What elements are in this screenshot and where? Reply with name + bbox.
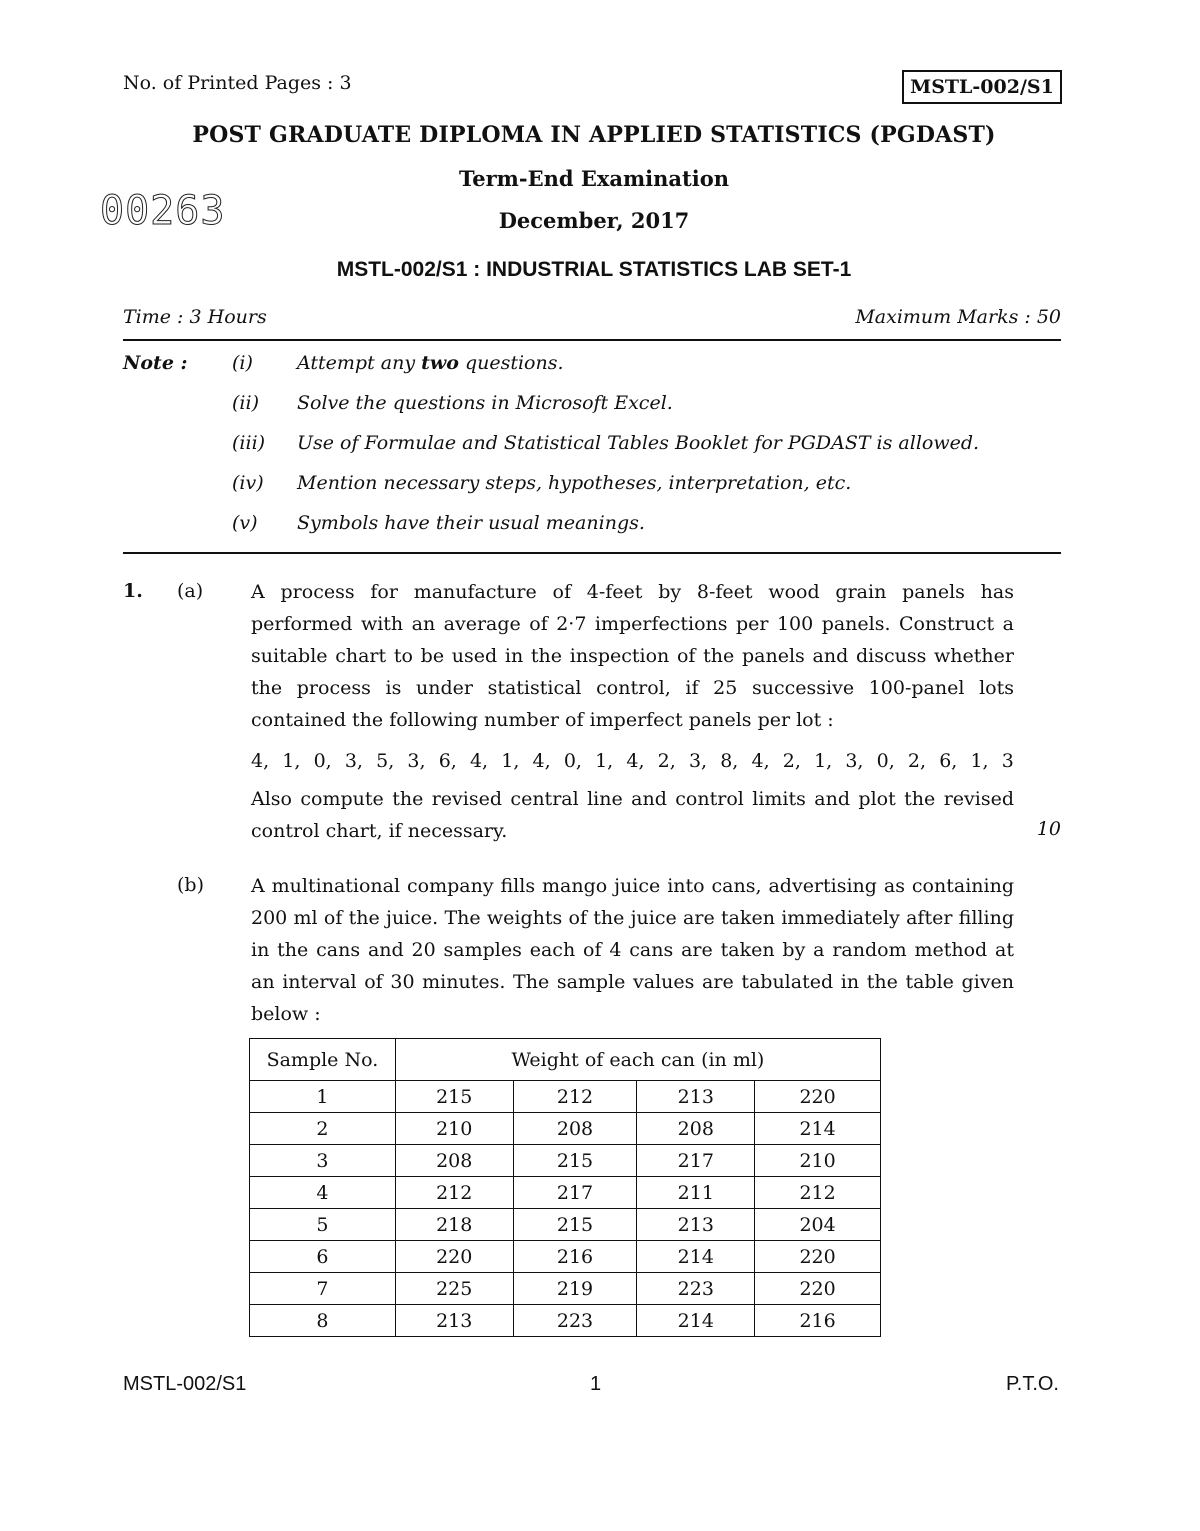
series-value: 4,	[626, 750, 645, 772]
note-item: Solve the questions in Microsoft Excel.	[297, 392, 673, 414]
weight-cell: 217	[637, 1145, 755, 1177]
series-value: 2,	[907, 750, 927, 772]
sample-weights-table	[249, 1038, 881, 1337]
series-value: 4,	[251, 750, 270, 772]
weight-cell: 212	[513, 1081, 637, 1113]
maximum-marks: Maximum Marks : 50	[855, 306, 1061, 328]
header-sample-no: Sample No.	[250, 1039, 396, 1081]
series-value: 1,	[595, 750, 614, 772]
note-number: (i)	[232, 352, 253, 374]
series-value: 0,	[563, 750, 582, 772]
series-value: 0,	[876, 750, 895, 772]
note-label: Note :	[123, 352, 188, 374]
weight-cell: 208	[395, 1145, 513, 1177]
weight-cell: 210	[395, 1113, 513, 1145]
series-value: 1,	[814, 750, 833, 772]
table-row	[250, 1305, 881, 1337]
note-emphasis: two	[421, 352, 459, 374]
series-value: 6,	[939, 750, 958, 772]
exam-date: December, 2017	[498, 208, 690, 233]
note-item: Symbols have their usual meanings.	[297, 512, 645, 534]
weight-cell: 204	[755, 1209, 881, 1241]
weight-cell: 210	[755, 1145, 881, 1177]
time-allowed: Time : 3 Hours	[123, 306, 267, 328]
series-value: 1,	[282, 750, 301, 772]
weight-cell: 223	[513, 1305, 637, 1337]
weight-cell: 218	[395, 1209, 513, 1241]
weight-cell: 219	[513, 1273, 637, 1305]
note-number: (iv)	[232, 472, 264, 494]
table-row	[250, 1273, 881, 1305]
weight-cell: 215	[513, 1145, 637, 1177]
series-value: 3,	[688, 750, 708, 772]
table-row	[250, 1081, 881, 1113]
divider-top	[123, 339, 1061, 341]
part-b-text: A multinational company fills mango juice into cans, advertising as containing 200 ml of the juice. The weights of the juice are taken immediately after filling in the cans and 20 samples each of 4 cans are taken by a random method at an interval of 30 minutes. The sample values are tabulated in the table given below :	[251, 875, 1014, 1025]
exam-name: Term-End Examination	[458, 166, 729, 191]
sample-number-cell: 1	[250, 1081, 396, 1113]
series-value: 6,	[438, 750, 457, 772]
series-value: 3,	[845, 750, 864, 772]
sample-number-cell: 5	[250, 1209, 396, 1241]
note-number: (ii)	[232, 392, 259, 414]
note-number: (iii)	[232, 432, 266, 454]
weight-cell: 216	[513, 1241, 637, 1273]
paper-code-box: MSTL-002/S1	[902, 70, 1062, 104]
weight-cell: 217	[513, 1177, 637, 1209]
sample-number-cell: 4	[250, 1177, 396, 1209]
weight-cell: 220	[755, 1273, 881, 1305]
weight-cell: 214	[755, 1113, 881, 1145]
series-value: 4,	[469, 750, 489, 772]
page-title: POST GRADUATE DIPLOMA IN APPLIED STATISTICS (PGDAST)	[192, 122, 996, 148]
series-value: 3	[1001, 750, 1014, 772]
note-item: Use of Formulae and Statistical Tables Booklet for PGDAST is allowed.	[297, 432, 980, 454]
sample-number-cell: 3	[250, 1145, 396, 1177]
weight-cell: 211	[637, 1177, 755, 1209]
note-text-part: questions.	[458, 352, 564, 374]
weight-cell: 212	[395, 1177, 513, 1209]
series-value: 2,	[782, 750, 801, 772]
weight-cell: 220	[755, 1081, 881, 1113]
weight-cell: 215	[513, 1209, 637, 1241]
page-number: 1	[590, 1373, 602, 1395]
weight-cell: 213	[637, 1209, 755, 1241]
series-value: 4,	[532, 750, 551, 772]
weight-cell: 213	[395, 1305, 513, 1337]
note-text-part: Attempt any	[297, 352, 422, 374]
series-value: 1,	[970, 750, 989, 772]
series-value: 1,	[501, 750, 520, 772]
weight-cell: 212	[755, 1177, 881, 1209]
please-turn-over: P.T.O.	[1006, 1373, 1059, 1395]
weight-cell: 214	[637, 1241, 755, 1273]
weight-cell: 216	[755, 1305, 881, 1337]
part-a-text: A process for manufacture of 4-feet by 8-feet wood grain panels has performed with an average of 2·7 imperfections per 100 panels. Construct a suitable chart to be used in the inspection of the panels and discuss whether the process is under statistical control, if 25 successive 100-panel lots contained the following number of imperfect panels per lot :	[251, 581, 1014, 731]
weight-cell: 223	[637, 1273, 755, 1305]
sample-number-cell: 8	[250, 1305, 396, 1337]
weight-cell: 220	[755, 1241, 881, 1273]
weight-cell: 215	[395, 1081, 513, 1113]
note-item	[297, 352, 564, 374]
header-weight: Weight of each can (in ml)	[395, 1039, 880, 1081]
sample-number-cell: 7	[250, 1273, 396, 1305]
sample-number-cell: 2	[250, 1113, 396, 1145]
series-value: 4,	[751, 750, 770, 772]
question-number: 1.	[123, 580, 143, 602]
series-value: 2,	[657, 750, 676, 772]
weight-cell: 225	[395, 1273, 513, 1305]
part-a-marks: 10	[1036, 818, 1061, 840]
footer-paper-code: MSTL-002/S1	[123, 1373, 247, 1395]
weight-cell: 213	[637, 1081, 755, 1113]
series-value: 8,	[720, 750, 739, 772]
note-number: (v)	[232, 512, 258, 534]
weight-cell: 208	[513, 1113, 637, 1145]
table-row	[250, 1145, 881, 1177]
table-row	[250, 1113, 881, 1145]
table-header-row	[250, 1039, 881, 1081]
series-value: 5,	[376, 750, 395, 772]
defect-count-series	[251, 750, 1014, 772]
table-row	[250, 1177, 881, 1209]
sample-number-cell: 6	[250, 1241, 396, 1273]
series-value: 0,	[313, 750, 332, 772]
series-value: 3,	[344, 750, 363, 772]
part-a-followup: Also compute the revised central line and control limits and plot the revised control chart, if necessary.	[251, 788, 1014, 842]
table-row	[250, 1241, 881, 1273]
serial-stamp: 00263	[100, 188, 226, 234]
course-title: MSTL-002/S1 : INDUSTRIAL STATISTICS LAB SET-1	[336, 258, 852, 281]
series-value: 3,	[407, 750, 426, 772]
printed-pages: No. of Printed Pages : 3	[123, 72, 352, 94]
weight-cell: 214	[637, 1305, 755, 1337]
divider-notes	[123, 552, 1061, 554]
part-label-a: (a)	[177, 580, 204, 602]
part-label-b: (b)	[177, 874, 204, 896]
table-row	[250, 1209, 881, 1241]
weight-cell: 208	[637, 1113, 755, 1145]
weight-cell: 220	[395, 1241, 513, 1273]
note-item: Mention necessary steps, hypotheses, interpretation, etc.	[297, 472, 852, 494]
